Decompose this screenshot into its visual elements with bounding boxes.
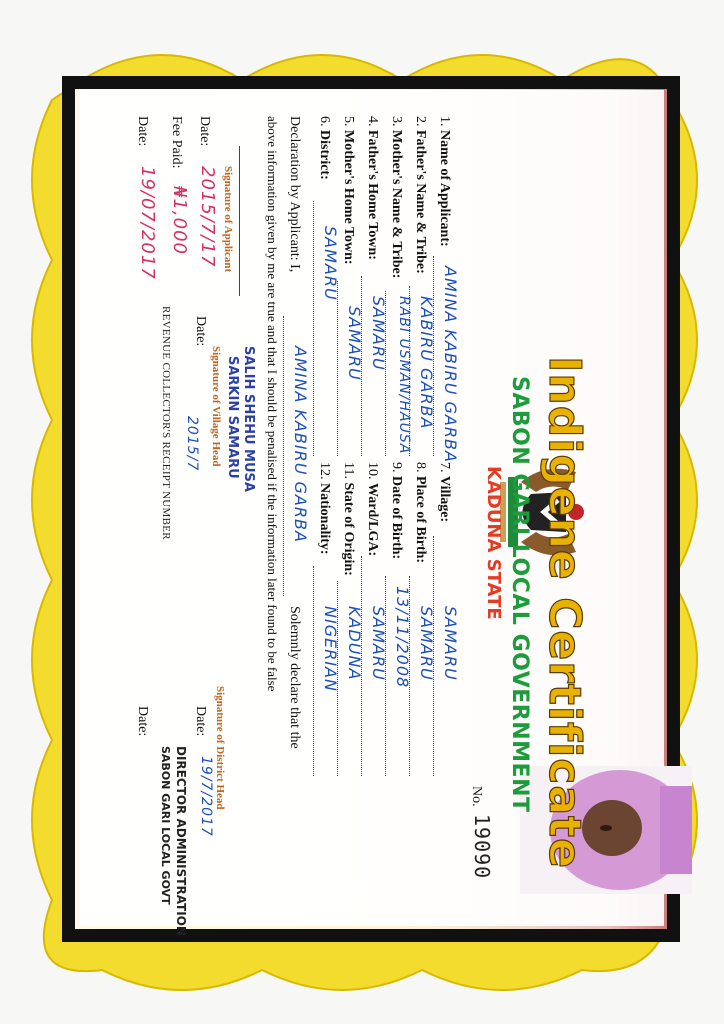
field-value-place-of-birth: SAMARU (417, 606, 436, 681)
declaration-name: AMINA KABIRU GARBA (291, 346, 310, 543)
director-stamp-line-1: DIRECTOR ADMINISTRATION (174, 746, 188, 936)
field-number: 5. (341, 116, 356, 127)
field-number: 3. (389, 116, 404, 127)
field-value-date-of-birth: 13/11/2008 (393, 586, 412, 689)
field-ward-lga (364, 462, 380, 556)
director-stamp-line-2: SABON GARI LOCAL GOVT (159, 746, 172, 905)
field-number: 9. (389, 462, 404, 473)
field-label: Ward/LGA: (365, 483, 380, 557)
field-number: 6. (317, 116, 332, 127)
applicant-signature-line (239, 146, 240, 296)
field-village (436, 462, 452, 522)
applicant-signature-title: Signature of Applicant (222, 166, 234, 273)
applicant-date-label: Date: (197, 116, 212, 147)
field-value-village: SAMARU (441, 606, 460, 681)
field-number: 11. (341, 462, 356, 479)
field-number: 2. (413, 116, 428, 127)
declaration-suffix: Solemnly declare that the (287, 606, 302, 749)
field-date-of-birth (388, 462, 404, 559)
field-number: 10. (365, 462, 380, 480)
field-label: State of Origin: (341, 482, 356, 576)
field-label: Village: (437, 476, 452, 523)
field-fathers-name (412, 116, 428, 274)
field-line (313, 201, 314, 456)
declaration-prefix: Declaration by Applicant: I, (287, 116, 302, 273)
applicant-date-value: 2015/7/17 (197, 166, 218, 268)
district-head-date-value: 19/7/2017 (198, 756, 214, 837)
village-head-date-value: 2015/7 (184, 416, 200, 472)
village-head-signature-title: Signature of Village Head (210, 346, 222, 467)
field-number: 8. (413, 462, 428, 473)
declaration-line-1 (286, 116, 302, 272)
field-value-mother: RABI USMAN/HAUSA (396, 296, 412, 455)
issue-date-value: 19/07/2017 (137, 166, 158, 280)
field-nationality (316, 462, 332, 555)
field-value-applicant: AMINA KABIRU GARBA (441, 266, 460, 463)
field-value-district: SAMARU (321, 226, 340, 301)
field-mothers-name (388, 116, 404, 278)
final-date-label: Date: (135, 706, 150, 737)
district-head-date-label: Date: (193, 706, 208, 737)
field-place-of-birth (412, 462, 428, 563)
village-head-date-label: Date: (193, 316, 208, 347)
serial-number: 19090 (470, 814, 494, 880)
field-line (337, 281, 338, 456)
field-value-state: KADUNA (345, 606, 364, 681)
declaration-line (283, 316, 284, 596)
fee-paid-label: Fee Paid: (169, 116, 184, 169)
revenue-receipt-label: REVENUE COLLECTOR'S RECEIPT NUMBER (160, 306, 172, 540)
field-value-ward: SAMARU (369, 606, 388, 681)
lga-heading: SABON GARI LOCAL GOVERNMENT (507, 376, 532, 813)
village-head-stamp-name: SALIH SHEHU MUSA (241, 346, 256, 492)
field-label: Father's Home Town: (365, 130, 380, 260)
field-line (313, 566, 314, 776)
field-value-nationality: NIGERIAN (321, 606, 340, 692)
field-label: Mother's Home Town: (341, 130, 356, 265)
field-state-of-origin (340, 462, 356, 576)
field-value-father-town: SAMARU (369, 296, 388, 371)
field-number: 7. (437, 462, 452, 473)
certificate-title: Indigene Certificate (539, 356, 590, 869)
fee-paid-value: ₦1,000 (169, 186, 190, 255)
field-district (316, 116, 332, 180)
field-value-mother-town: SAMARU (345, 306, 364, 381)
issue-date-label: Date: (135, 116, 150, 147)
field-label: Name of Applicant: (437, 130, 452, 247)
field-value-father: KABIRU GARBA (417, 296, 436, 430)
field-number: 1. (437, 116, 452, 127)
field-fathers-home-town (364, 116, 380, 260)
declaration-line-2: above information given by me are true and that I should be penalised if the information later found to be false (265, 116, 280, 692)
field-label: District: (317, 130, 332, 180)
field-label: Father's Name & Tribe: (413, 130, 428, 274)
district-head-signature-title: Signature of District Head (214, 686, 226, 810)
field-mothers-home-town (340, 116, 356, 265)
certificate-content (52, 106, 612, 936)
field-label: Nationality: (317, 483, 332, 555)
serial-number-label: No. (469, 786, 484, 807)
field-name-of-applicant (436, 116, 452, 247)
field-number: 12. (317, 462, 332, 480)
field-number: 4. (365, 116, 380, 127)
field-label: Date of Birth: (389, 476, 404, 560)
field-label: Place of Birth: (413, 476, 428, 564)
field-label: Mother's Name & Tribe: (389, 130, 404, 279)
village-head-stamp-title: SARKIN SAMARU (225, 356, 240, 479)
state-heading: KADUNA STATE (483, 466, 504, 620)
